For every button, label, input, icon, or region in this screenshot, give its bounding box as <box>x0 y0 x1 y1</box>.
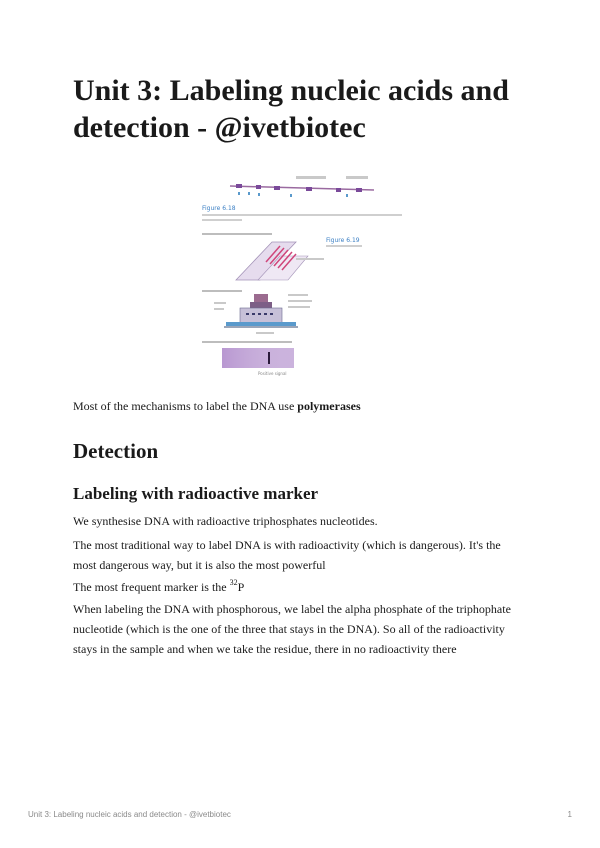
page-title: Unit 3: Labeling nucleic acids and detection - @ivetbiotec <box>73 74 509 144</box>
radioactive-heading: Labeling with radioactive marker <box>73 484 319 503</box>
paragraph-3 <box>73 577 523 597</box>
intro-text: Most of the mechanisms to label the DNA use <box>73 399 298 413</box>
intro-bold-term: polymerases <box>297 399 361 413</box>
paragraph-1: We synthesise DNA with radioactive triphosphates nucleotides. <box>73 514 378 528</box>
footer-title: Unit 3: Labeling nucleic acids and detection - @ivetbiotec <box>28 810 231 819</box>
isotope-symbol: P <box>237 580 245 594</box>
figure-illustration <box>196 170 408 378</box>
paragraph-2: The most traditional way to label DNA is with radioactivity (which is dangerous). It's the most dangerous way, but it is also the most powerful <box>73 538 501 572</box>
figure-label-1: Figure 6.18 <box>202 205 236 212</box>
paragraph-4: When labeling the DNA with phosphorous, we label the alpha phosphate of the triphophate nucleotide (which is the one of the three that stays in the DNA). So all of the radioactivity stays in the sample and when we take the residue, there in no radioactivity there <box>73 602 511 656</box>
isotope-mass-number: 32 <box>229 578 238 587</box>
figure-label-2: Figure 6.19 <box>326 237 360 244</box>
intro-paragraph <box>73 397 533 415</box>
detection-heading: Detection <box>73 439 159 463</box>
southern-blot-figure <box>196 170 408 378</box>
figure-bottom-label: Positive signal <box>258 371 287 376</box>
paragraph-3-text: The most frequent marker is the <box>73 580 230 594</box>
footer-page-number: 1 <box>567 810 572 819</box>
